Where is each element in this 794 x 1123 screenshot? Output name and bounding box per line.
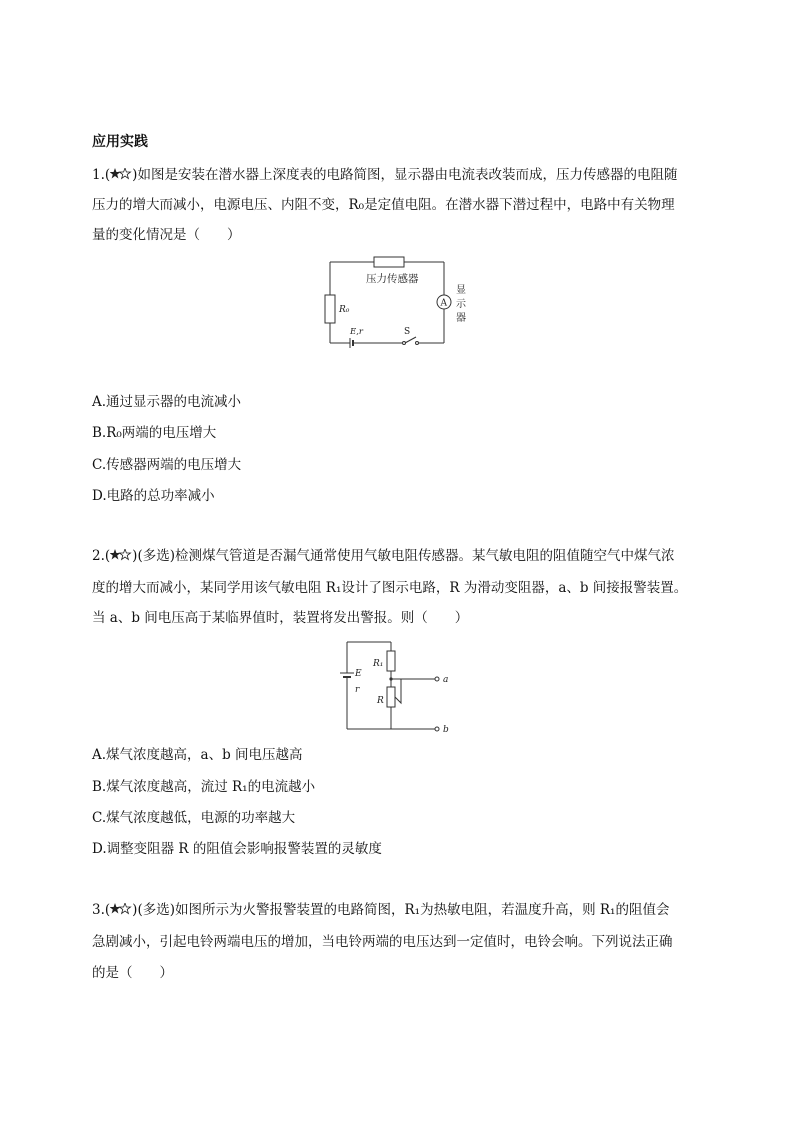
question-2-option-c: C.煤气浓度越低，电源的功率越大 [92,810,296,826]
difficulty-stars-icon: ( ) [104,167,138,183]
emf-label: E [355,669,362,679]
question-1-option-d: D.电路的总功率减小 [92,488,215,504]
question-1-number: 1. [92,167,105,183]
question-3-number: 3. [92,902,105,918]
question-2-number: 2. [92,548,105,564]
question-3-line-3: 的是（ ） [92,965,173,981]
question-1-option-a: A.通过显示器的电流减小 [92,394,242,410]
source-label: E,r [350,327,363,337]
difficulty-stars-icon: ( ) [104,548,138,564]
depth-gauge-circuit-diagram [320,250,480,350]
terminal-a-label: a [443,675,449,685]
ammeter-label: A [440,298,447,309]
display-label-1: 显 [456,285,466,296]
switch-label: S [404,327,411,337]
question-3-line-1 [92,900,669,920]
terminal-b-label: b [443,725,449,735]
question-2-tag: (多选) [137,548,175,564]
difficulty-stars-icon: ( ) [104,902,138,918]
question-2-line-3: 当 a、b 间电压高于某临界值时，装置将发出警报。则（ ） [92,610,469,626]
r0-label: R₀ [339,305,350,315]
question-3-tag: (多选) [137,902,175,918]
internal-resistance-label: r [355,685,360,695]
sensor-label: 压力传感器 [366,273,419,285]
rheostat-label: R [377,696,384,706]
question-1-option-b: B.R₀两端的电压增大 [92,425,217,441]
question-1-line-3: 量的变化情况是（ ） [92,227,241,243]
question-2-option-b: B.煤气浓度越高，流过 R₁的电流越小 [92,779,316,795]
question-3-text: 如图所示为火警报警装置的电路简图，R₁为热敏电阻，若温度升高，则 R₁的阻值会 [175,902,670,918]
question-3-line-2: 急剧减小，引起电铃两端电压的增加，当电铃两端的电压达到一定值时，电铃会响。下列说法正确 [92,934,673,950]
question-2-option-d: D.调整变阻器 R 的阻值会影响报警装置的灵敏度 [92,841,382,857]
question-1-line-1 [92,165,677,185]
question-2-line-2: 度的增大而减小，某同学用该气敏电阻 R₁设计了图示电路，R 为滑动变阻器，a、b 间接报警装置。 [92,580,688,596]
display-label-3: 器 [456,313,466,324]
question-1-option-c: C.传感器两端的电压增大 [92,457,242,473]
gas-alarm-circuit-diagram [335,637,465,737]
r1-label: R₁ [373,659,384,669]
section-title: 应用实践 [92,134,148,150]
question-2-line-1 [92,546,675,566]
question-1-text: 如图是安装在潜水器上深度表的电路简图，显示器由电流表改装而成，压力传感器的电阻随 [137,167,678,183]
question-2-text: 检测煤气管道是否漏气通常使用气敏电阻传感器。某气敏电阻的阻值随空气中煤气浓 [175,548,675,564]
question-1-line-2: 压力的增大而减小，电源电压、内阻不变，R₀是定值电阻。在潜水器下潜过程中，电路中有关物理 [92,197,675,213]
display-label-2: 示 [456,299,466,310]
question-2-option-a: A.煤气浓度越高，a、b 间电压越高 [92,747,303,763]
